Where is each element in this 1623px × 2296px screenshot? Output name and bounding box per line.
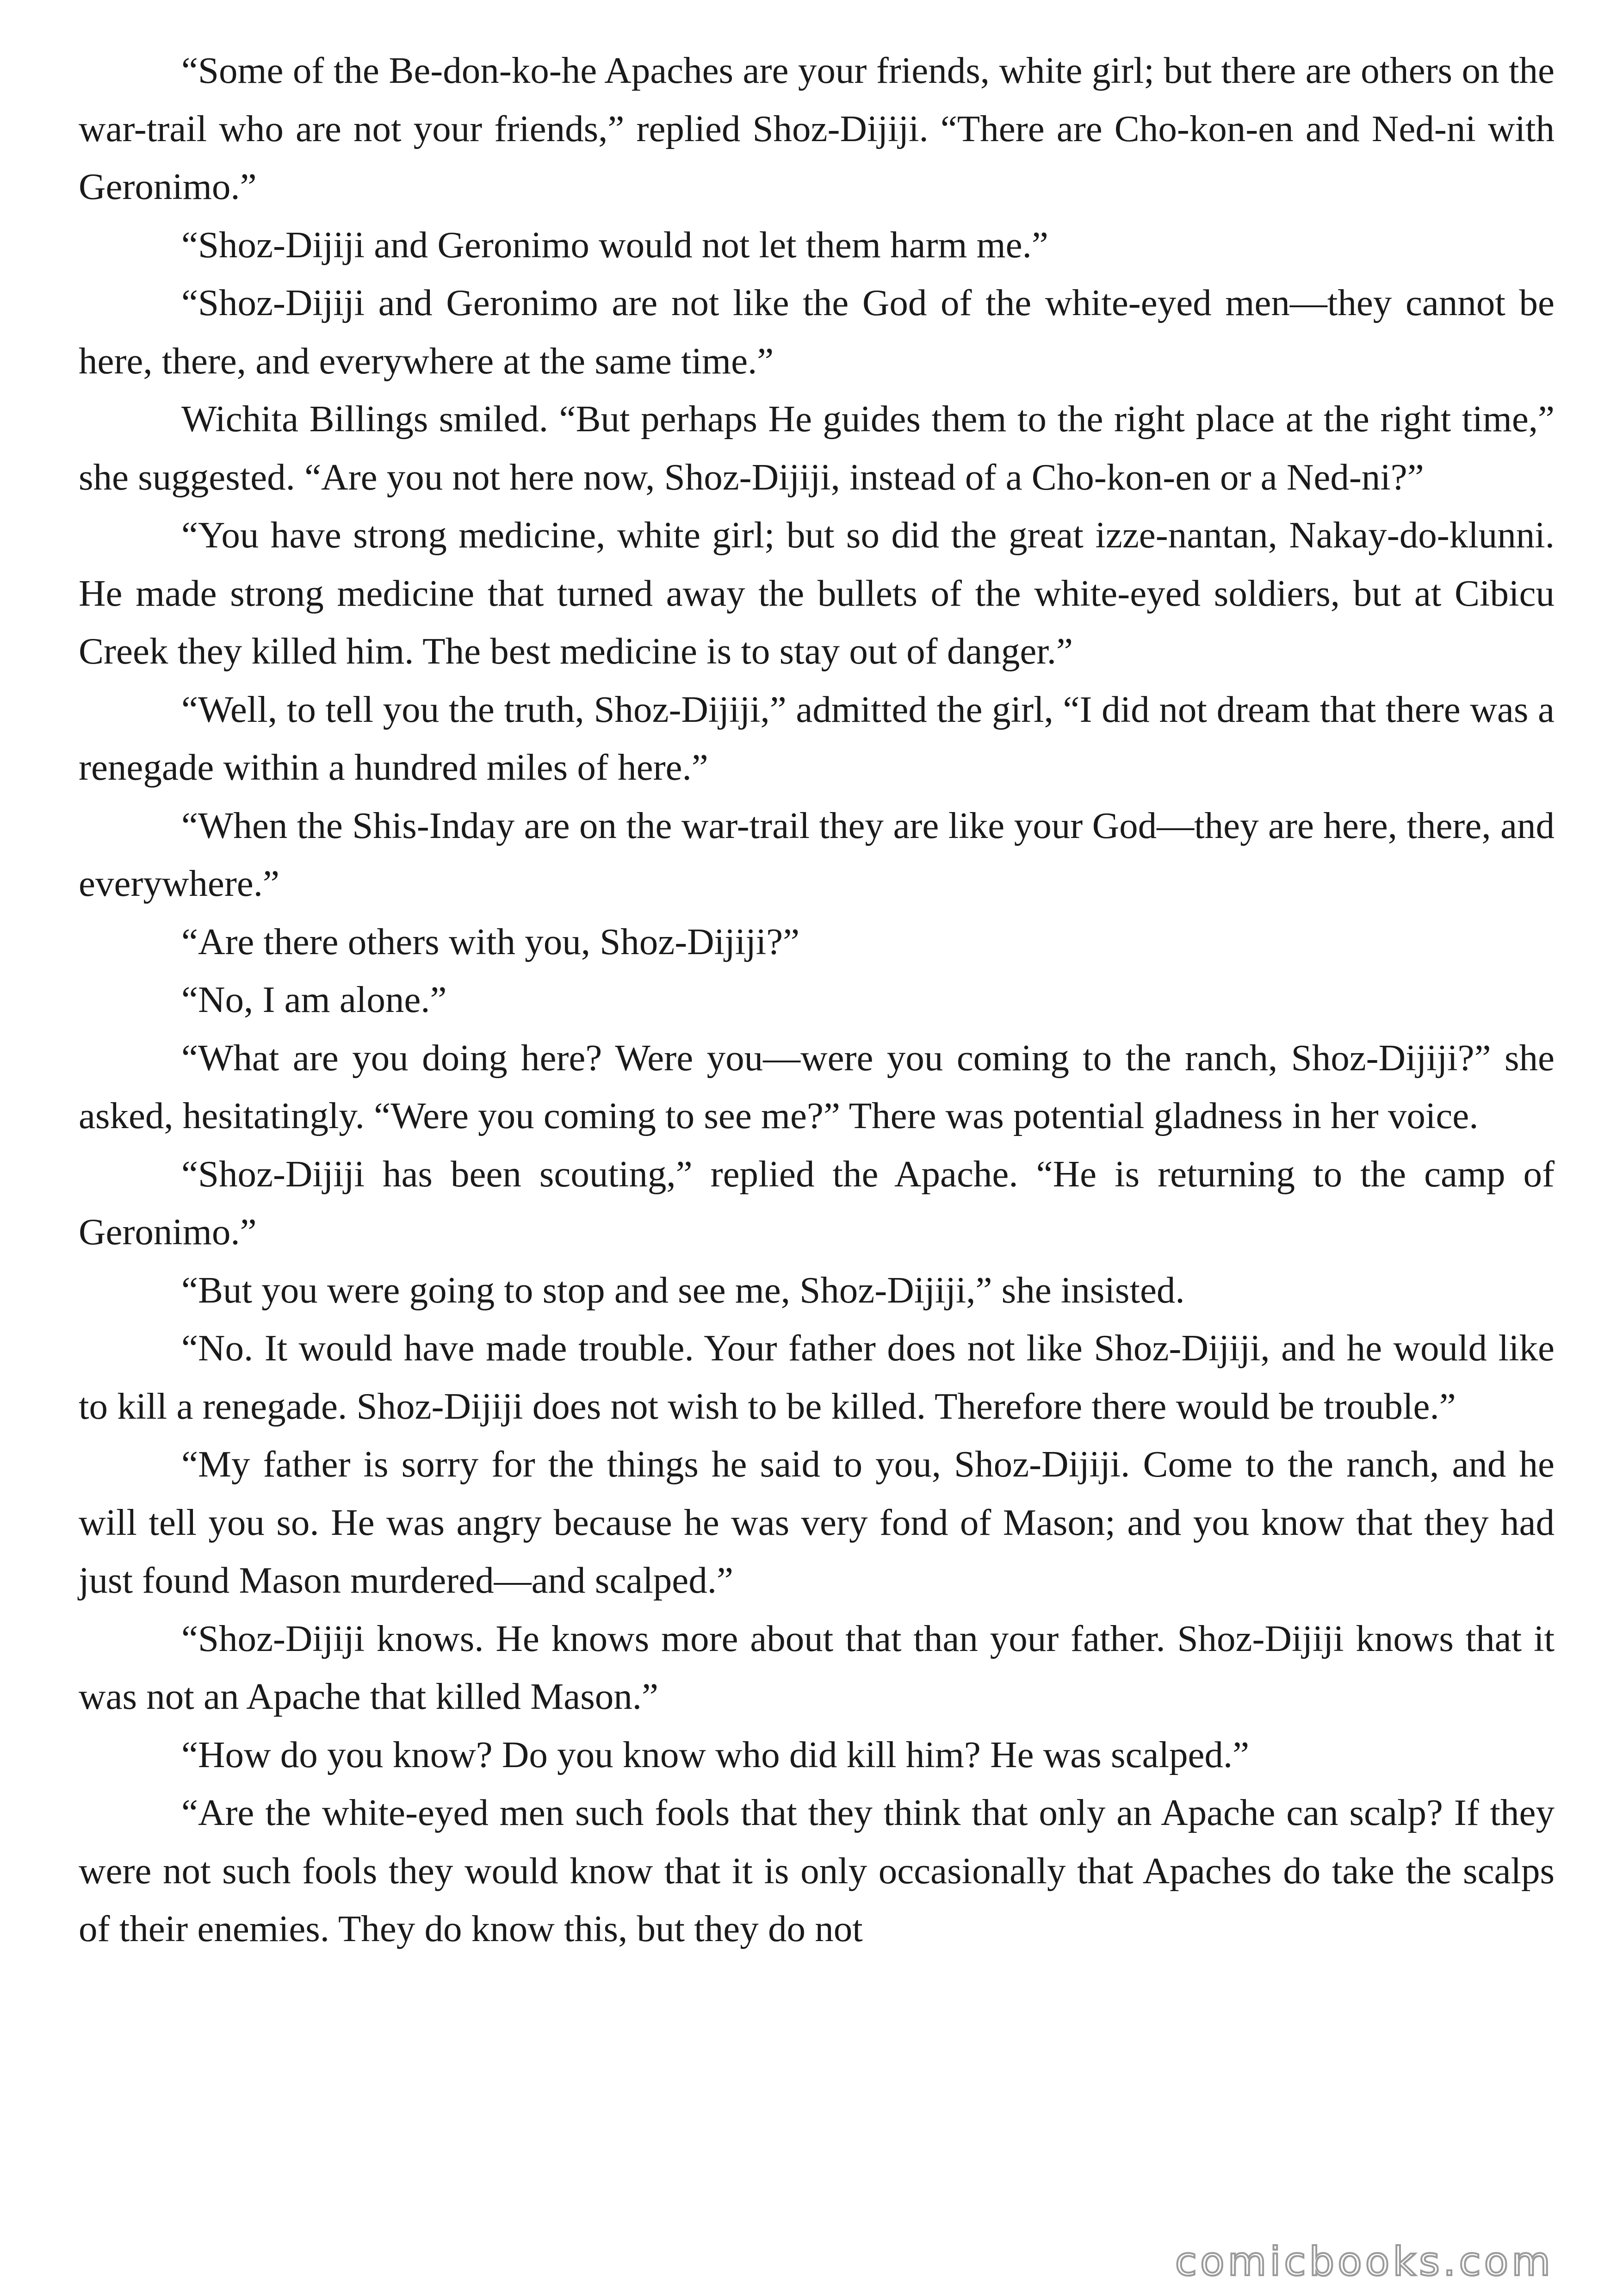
paragraph: “Well, to tell you the truth, Shoz-Dijiji,” admitted the girl, “I did not dream that there was a renegade within a hundred miles of here.” — [79, 688, 1555, 788]
paragraph: “Shoz-Dijiji and Geronimo would not let them harm me.” — [181, 223, 1048, 266]
paragraph: “Are the white-eyed men such fools that they think that only an Apache can scalp? If they were not such fools they would know that it is only occasionally that Apaches do take the scalps of their enemies. They do know this, but they do not — [79, 1792, 1555, 1949]
body-text — [79, 42, 1555, 1958]
paragraph: “My father is sorry for the things he said to you, Shoz-Dijiji. Come to the ranch, and he will tell you so. He was angry because he was very fond of Mason; and you know that they had just found Mason murdered—and scalped.” — [79, 1443, 1555, 1601]
paragraph: “Shoz-Dijiji and Geronimo are not like the God of the white-eyed men—they cannot be here, there, and everywhere at the same time.” — [79, 282, 1555, 382]
paragraph: “No. It would have made trouble. Your father does not like Shoz-Dijiji, and he would like to kill a renegade. Shoz-Dijiji does not wish to be killed. Therefore there would be trouble.” — [79, 1327, 1555, 1427]
paragraph: “Are there others with you, Shoz-Dijiji?” — [181, 920, 800, 962]
paragraph: Wichita Billings smiled. “But perhaps He guides them to the right place at the right time,” she suggested. “Are you not here now, Shoz-Dijiji, instead of a Cho-kon-en or a Ned-ni?” — [79, 398, 1555, 498]
paragraph: “But you were going to stop and see me, Shoz-Dijiji,” she insisted. — [181, 1269, 1185, 1311]
paragraph: “When the Shis-Inday are on the war-trail they are like your God—they are here, there, and everywhere.” — [79, 804, 1555, 904]
paragraph: “No, I am alone.” — [181, 979, 447, 1020]
paragraph: “Shoz-Dijiji has been scouting,” replied the Apache. “He is returning to the camp of Geronimo.” — [79, 1153, 1555, 1253]
paragraph: “Shoz-Dijiji knows. He knows more about that than your father. Shoz-Dijiji knows that it was not an Apache that killed Mason.” — [79, 1617, 1555, 1717]
paragraph: “Some of the Be-don-ko-he Apaches are your friends, white girl; but there are others on the war-trail who are not your friends,” replied Shoz-Dijiji. “There are Cho-kon-en and Ned-ni with Geronimo.” — [79, 50, 1555, 207]
paragraph: “You have strong medicine, white girl; but so did the great izze-nantan, Nakay-do-klunni. He made strong medicine that turned away the bullets of the white-eyed soldiers, but at Cibicu Creek they killed him. The best medicine is to stay out of danger.” — [79, 514, 1555, 672]
watermark-logo: comicbooks.com — [1175, 2239, 1554, 2285]
paragraph: “How do you know? Do you know who did kill him? He was scalped.” — [181, 1733, 1250, 1775]
paragraph: “What are you doing here? Were you—were you coming to the ranch, Shoz-Dijiji?” she asked, hesitatingly. “Were you coming to see me?” There was potential gladness in her voice. — [79, 1036, 1555, 1136]
